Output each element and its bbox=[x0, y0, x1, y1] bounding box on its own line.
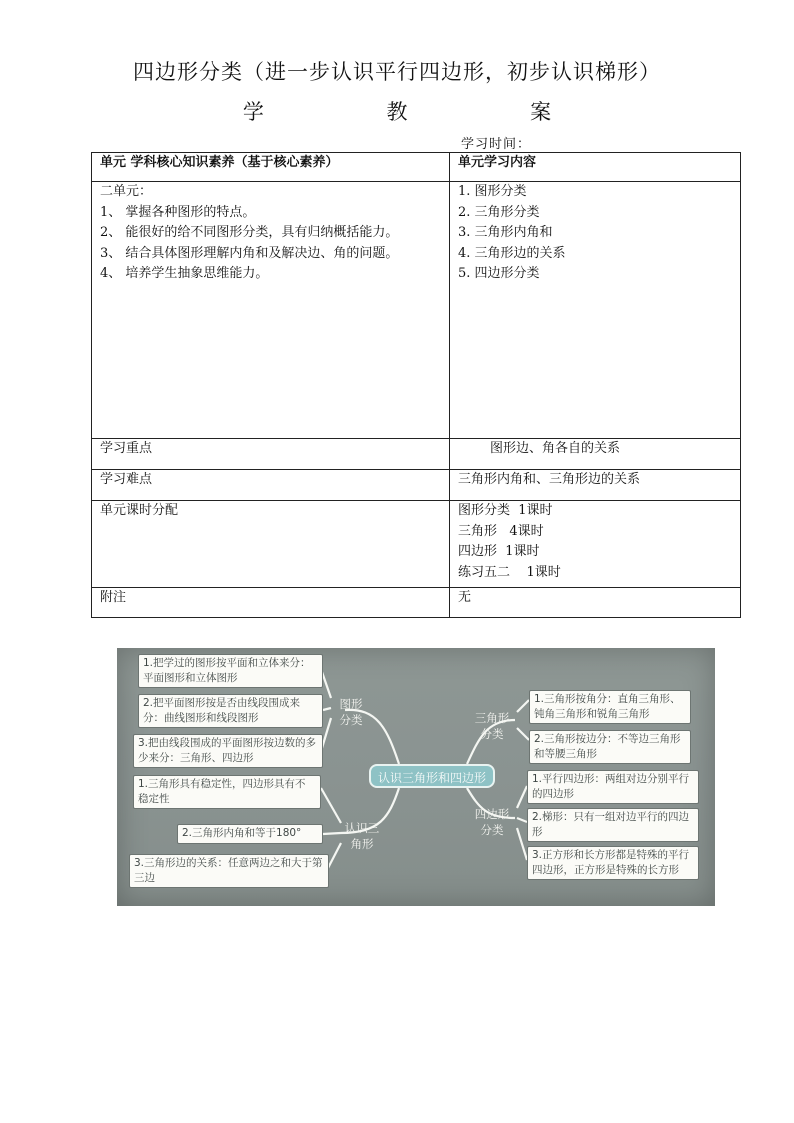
connector-line bbox=[322, 718, 331, 748]
allocation-row bbox=[92, 501, 741, 588]
allocation-line: 练习五二 1课时 bbox=[458, 564, 561, 580]
key-point-row bbox=[92, 439, 741, 470]
connector-line bbox=[322, 672, 331, 698]
branch-know-triangle: 认识三 角形 bbox=[344, 821, 380, 851]
allocation-line: 图形分类 1课时 bbox=[458, 503, 553, 518]
note-label: 附注 bbox=[92, 588, 450, 618]
mindmap-box-stability: 1.三角形具有稳定性，四边形具有不稳定性 bbox=[133, 775, 321, 809]
literacy-line: 2、 能很好的给不同图形分类，具有归纳概括能力。 bbox=[100, 225, 399, 241]
difficulty-row bbox=[92, 470, 741, 501]
literacy-line: 3、 结合具体图形理解内角和及解决边、角的问题。 bbox=[100, 245, 399, 261]
literacy-cell bbox=[92, 182, 450, 439]
allocation-line: 三角形 4课时 bbox=[458, 523, 544, 539]
study-time-label: 学习时间： bbox=[461, 137, 532, 152]
literacy-line: 1、 掌握各种图形的特点。 bbox=[100, 204, 256, 220]
key-point-value: 图形边、角各自的关系 bbox=[490, 441, 621, 456]
note-value: 无 bbox=[450, 588, 741, 618]
lesson-plan-table bbox=[91, 152, 741, 618]
mindmap-box-trapezoid: 2.梯形：只有一组对边平行的四边形 bbox=[527, 808, 699, 842]
document-subtitle: 学 教 案 bbox=[242, 100, 610, 124]
allocation-cell bbox=[450, 501, 741, 588]
literacy-line: 4、 培养学生抽象思维能力。 bbox=[100, 266, 269, 282]
content-header-cell: 单元学习内容 bbox=[450, 153, 741, 182]
content-line: 2. 三角形分类 bbox=[458, 204, 540, 220]
content-cell bbox=[450, 182, 741, 439]
connector-line bbox=[517, 818, 527, 822]
allocation-line: 四边形 1课时 bbox=[458, 544, 540, 560]
mindmap-box-angle-sum: 2.三角形内角和等于180° bbox=[177, 824, 323, 844]
connector-line bbox=[323, 708, 331, 710]
mindmap-center-node: 认识三角形和四边形 bbox=[369, 764, 495, 788]
connector-line bbox=[321, 788, 341, 823]
literacy-line: 二单元： bbox=[100, 184, 153, 199]
key-point-value-cell bbox=[450, 439, 741, 470]
mindmap-box-plane-solid: 1.把学过的图形按平面和立体来分：平面图形和立体图形 bbox=[138, 654, 323, 688]
literacy-header-cell: 单元 学科核心知识素养（基于核心素养） bbox=[92, 153, 450, 182]
difficulty-label: 学习难点 bbox=[92, 470, 450, 501]
mind-map-photo bbox=[117, 648, 715, 906]
mindmap-box-square-rectangle: 3.正方形和长方形都是特殊的平行四边形，正方形是特殊的长方形 bbox=[527, 846, 699, 880]
allocation-label: 单元课时分配 bbox=[92, 501, 450, 588]
table-header-row bbox=[92, 153, 741, 182]
connector-line bbox=[517, 700, 529, 712]
branch-shape-classification: 图形 分类 bbox=[339, 697, 363, 727]
mindmap-box-parallelogram: 1.平行四边形：两组对边分别平行的四边形 bbox=[527, 770, 699, 804]
content-line: 4. 三角形边的关系 bbox=[458, 245, 566, 261]
connector-line bbox=[517, 786, 527, 808]
content-line: 1. 图形分类 bbox=[458, 184, 527, 199]
branch-quadrilateral-classification: 四边形 分类 bbox=[474, 807, 510, 837]
mindmap-box-side-relation: 3.三角形边的关系：任意两边之和大于第三边 bbox=[129, 854, 329, 888]
content-line: 3. 三角形内角和 bbox=[458, 225, 553, 241]
difficulty-value: 三角形内角和、三角形边的关系 bbox=[450, 470, 741, 501]
note-row bbox=[92, 588, 741, 618]
connector-line bbox=[517, 828, 527, 860]
mindmap-box-curve-line: 2.把平面图形按是否由线段围成来分：曲线图形和线段图形 bbox=[138, 694, 323, 728]
connector-line bbox=[517, 728, 529, 740]
mindmap-box-by-side: 2.三角形按边分：不等边三角形和等腰三角形 bbox=[529, 730, 691, 764]
mindmap-box-by-angle: 1.三角形按角分：直角三角形、钝角三角形和锐角三角形 bbox=[529, 690, 691, 724]
branch-triangle-classification: 三角形 分类 bbox=[474, 711, 510, 741]
content-line: 5. 四边形分类 bbox=[458, 266, 540, 282]
key-point-label: 学习重点 bbox=[92, 439, 450, 470]
document-title: 四边形分类（进一步认识平行四边形，初步认识梯形） bbox=[133, 60, 661, 84]
mindmap-box-edge-count: 3.把由线段围成的平面图形按边数的多少来分：三角形、四边形 bbox=[133, 734, 323, 768]
table-main-row bbox=[92, 182, 741, 439]
